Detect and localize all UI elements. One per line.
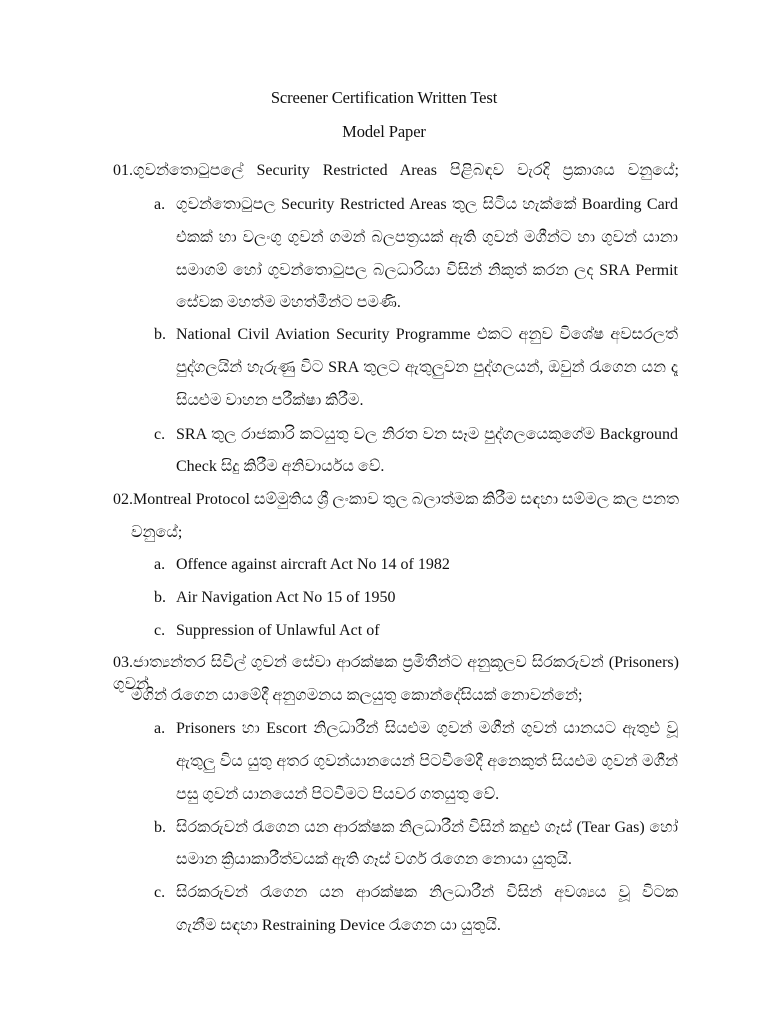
option-marker: a. bbox=[154, 556, 166, 573]
option-line: ගැනීම සඳහා Restraining Device රැගෙන යා යුතුයි. bbox=[176, 917, 501, 934]
question-2-text: 02.Montreal Protocol සම්මුතිය ශ්‍රී ලංකාව තුල බලාත්මක කිරීම සඳහා සම්මල කල පනත bbox=[113, 491, 679, 508]
option-marker: a. bbox=[154, 196, 166, 213]
option-line: Prisoners හා Escort නිලධාරීන් සියළුම ගුවන් මගීන් ගුවන් යානයට ඇතුළු වූ bbox=[176, 720, 678, 737]
option-line: පසු ගුවන් යානයෙන් පිටවීමට පියවර ගතයුතු වේ. bbox=[176, 786, 500, 803]
question-3-text-cont: මගින් රැගෙන යාමේදී අනුගමනය කලයුතු කොන්දේසියක් නොවන්නේ; bbox=[131, 687, 583, 704]
option-line: Air Navigation Act No 15 of 1950 bbox=[176, 589, 396, 606]
option-marker: c. bbox=[154, 622, 166, 639]
option-line: සමාන ක්‍රියාකාරීත්වයක් ඇති ගෑස් වර්ග රැගෙන නොයා යුතුයි. bbox=[176, 851, 572, 868]
option-marker: b. bbox=[154, 589, 166, 606]
question-1-text: 01.ගුවන්තොටුපලේ Security Restricted Areas පිළිබඳව වැරදි ප්‍රකාශය වනුයේ; bbox=[113, 162, 679, 179]
option-line: එකක් හා වලංගු ගුවන් ගමන් බලපත්‍රයක් ඇති ගුවන් මගීන්ට හා ගුවන් යානා bbox=[176, 229, 678, 246]
option-line: National Civil Aviation Security Programme එකට අනුව විශේෂ අවසරලත් bbox=[176, 326, 678, 343]
option-marker: c. bbox=[154, 884, 166, 901]
document-title: Screener Certification Written Test bbox=[270, 88, 498, 107]
option-marker: b. bbox=[154, 819, 166, 836]
option-line: සිරකරුවන් රැගෙන යන ආරක්ෂක නිලධාරීන් විසින් අවශ්‍යය වූ විටක bbox=[176, 884, 678, 901]
option-line: ඇතුලු විය යුතු අතර ගුවන්යානයෙන් පිටවීමේදී අනෙකුත් සියළුම ගුවන් මගීන් bbox=[176, 753, 678, 770]
option-line: සියළුම වාහන පරීක්ෂා කිරීම. bbox=[176, 392, 364, 409]
option-line: Suppression of Unlawful Act of bbox=[176, 622, 380, 639]
option-line: සිරකරුවන් රැගෙන යන ආරක්ෂක නිලධාරීන් විසින් කදුළු ගෑස් (Tear Gas) හෝ bbox=[176, 819, 678, 836]
option-marker: c. bbox=[154, 426, 166, 443]
option-line: පුද්ගලයින් හැරුණු විට SRA තුලට ඇතුලුවන පුද්ගලයන්, ඔවුන් රැගෙන යන දෑ bbox=[176, 359, 678, 376]
option-line: සමාගම් හෝ ගුවන්තොටුපල බලධාරියා විසින් නිකුත් කරන ලද SRA Permit bbox=[176, 262, 678, 279]
question-3-text: 03.ජාත්‍යන්තර සිවිල් ගුවන් සේවා ආරක්ෂක ප්‍රමිතීන්ට අනුකූලව සිරකරුවන් (Prisoners) ගුවන් bbox=[113, 654, 679, 693]
option-line: සේවක මහත්ම මහත්මීන්ට පමණි. bbox=[176, 294, 401, 311]
option-line: Check සිදු කිරීම අනිවාර්යය වේ. bbox=[176, 458, 385, 475]
option-line: SRA තුල රාජකාරි කටයුතු වල නිරත වන සෑම පුද්ගලයෙකුගේම Background bbox=[176, 426, 678, 443]
option-marker: b. bbox=[154, 326, 166, 343]
option-marker: a. bbox=[154, 720, 166, 737]
option-line: Offence against aircraft Act No 14 of 1982 bbox=[176, 556, 450, 573]
question-2-text-cont: වනුයේ; bbox=[131, 524, 183, 541]
option-line: ගුවන්තොටුපල Security Restricted Areas තුල සිටිය හැක්කේ Boarding Card bbox=[176, 196, 678, 213]
document-subtitle: Model Paper bbox=[342, 122, 426, 141]
